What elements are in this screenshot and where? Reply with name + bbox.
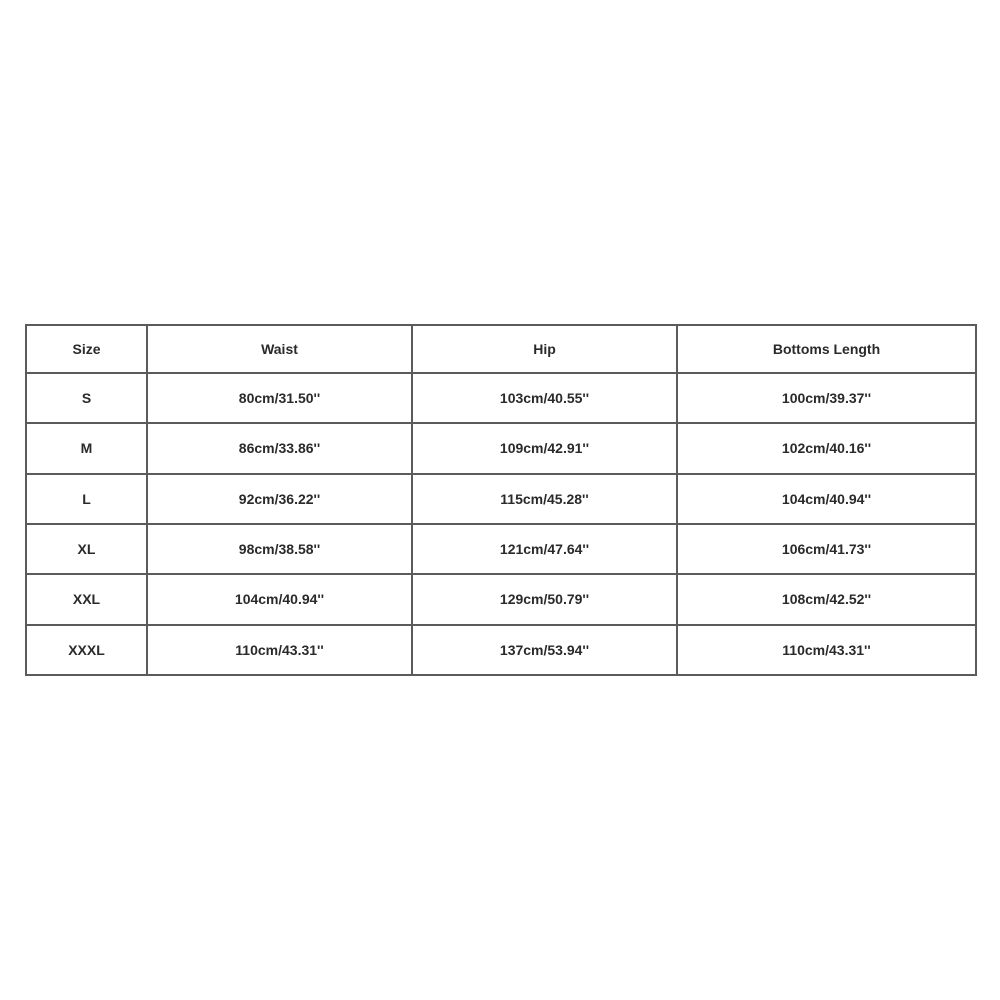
table-row <box>26 373 976 423</box>
table-row <box>26 574 976 624</box>
cell-bottoms-length: 104cm/40.94'' <box>677 474 976 524</box>
header-bottoms-length: Bottoms Length <box>677 325 976 373</box>
cell-size: XXXL <box>26 625 147 675</box>
cell-waist: 98cm/38.58'' <box>147 524 412 574</box>
header-hip: Hip <box>412 325 677 373</box>
cell-waist: 86cm/33.86'' <box>147 423 412 473</box>
table-header <box>26 325 976 373</box>
table-row <box>26 423 976 473</box>
header-row <box>26 325 976 373</box>
cell-hip: 109cm/42.91'' <box>412 423 677 473</box>
cell-size: XL <box>26 524 147 574</box>
cell-bottoms-length: 102cm/40.16'' <box>677 423 976 473</box>
cell-waist: 92cm/36.22'' <box>147 474 412 524</box>
cell-size: M <box>26 423 147 473</box>
header-size: Size <box>26 325 147 373</box>
cell-size: XXL <box>26 574 147 624</box>
cell-hip: 129cm/50.79'' <box>412 574 677 624</box>
cell-bottoms-length: 108cm/42.52'' <box>677 574 976 624</box>
cell-size: L <box>26 474 147 524</box>
table-row <box>26 474 976 524</box>
cell-waist: 80cm/31.50'' <box>147 373 412 423</box>
cell-hip: 121cm/47.64'' <box>412 524 677 574</box>
table-row <box>26 625 976 675</box>
table-row <box>26 524 976 574</box>
cell-waist: 104cm/40.94'' <box>147 574 412 624</box>
cell-hip: 103cm/40.55'' <box>412 373 677 423</box>
header-waist: Waist <box>147 325 412 373</box>
cell-bottoms-length: 106cm/41.73'' <box>677 524 976 574</box>
size-chart-table <box>25 324 977 676</box>
cell-waist: 110cm/43.31'' <box>147 625 412 675</box>
cell-hip: 137cm/53.94'' <box>412 625 677 675</box>
cell-hip: 115cm/45.28'' <box>412 474 677 524</box>
cell-bottoms-length: 110cm/43.31'' <box>677 625 976 675</box>
cell-bottoms-length: 100cm/39.37'' <box>677 373 976 423</box>
table-body <box>26 373 976 675</box>
cell-size: S <box>26 373 147 423</box>
